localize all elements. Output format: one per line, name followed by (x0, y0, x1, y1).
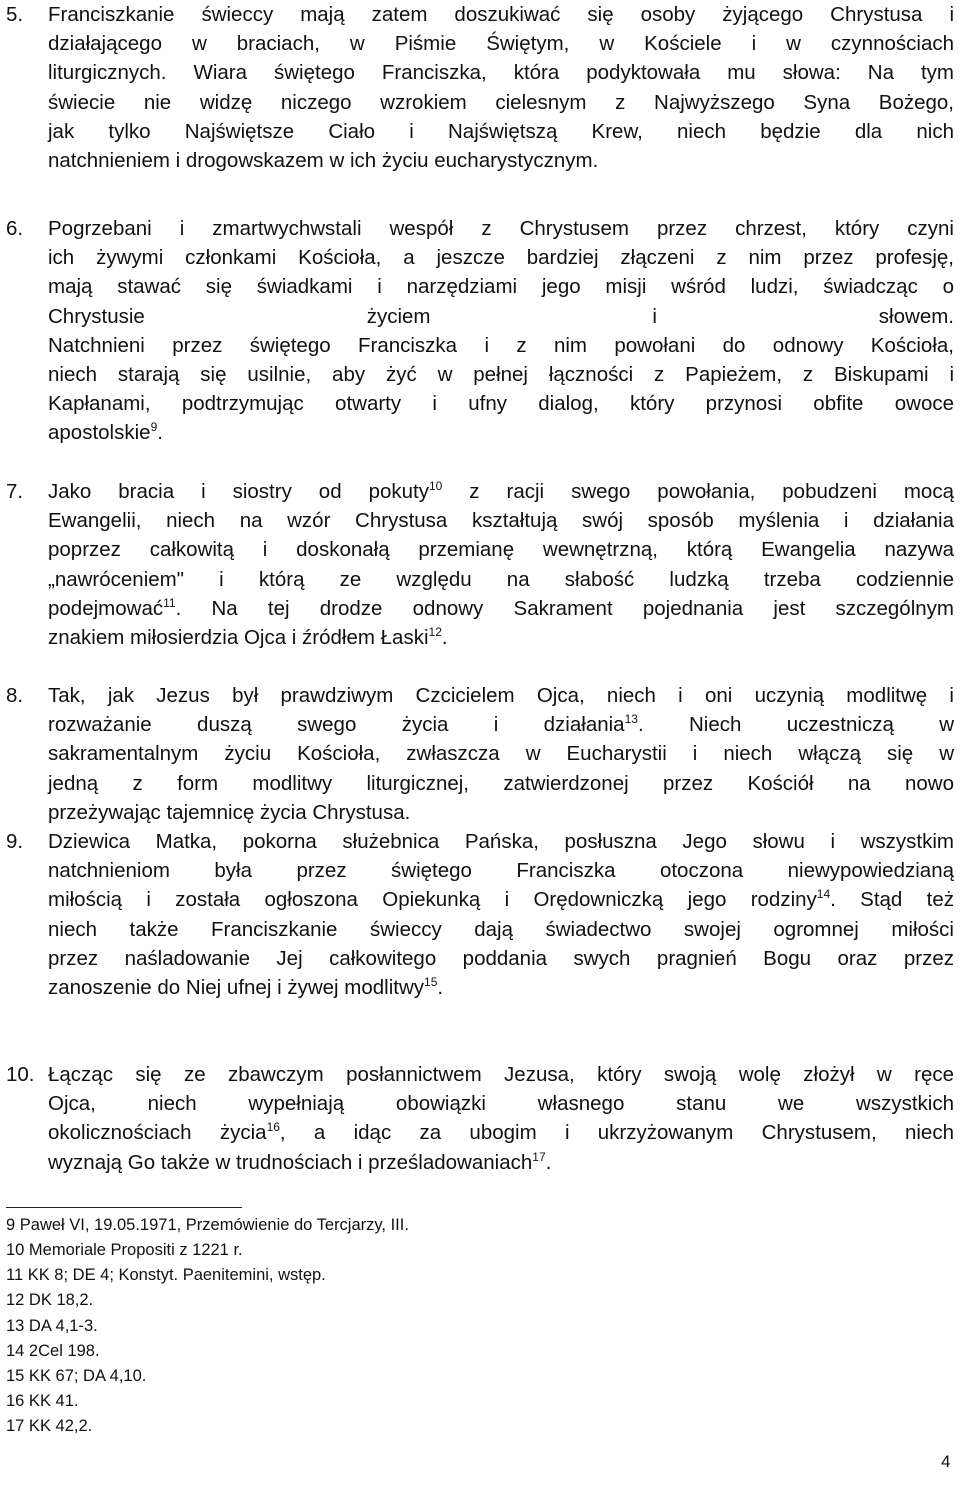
footnote-ref: 12 (428, 624, 442, 639)
text-run: Chrystusie życiem i słowem. (48, 304, 954, 328)
text-run: okolicznościach życia (48, 1121, 267, 1145)
footnote-ref: 14 (816, 887, 831, 902)
text-line (48, 58, 954, 87)
text-line (48, 739, 954, 768)
text-run: ich żywymi członkami Kościoła, a jeszcze bardziej złączeni z nim przez profesję, (48, 246, 954, 270)
footnote-ref: 9 (150, 420, 158, 435)
text-run: poprzez całkowitą i doskonałą przemianę wewnętrzną, którą Ewangelia nazywa (48, 538, 954, 562)
text-line (48, 681, 954, 710)
text-run: Łącząc się ze zbawczym posłannictwem Jezusa, który swoją wolę złożył w ręce (48, 1063, 954, 1086)
text-run: . Niech uczestniczą w (637, 713, 954, 737)
footnote-ref: 15 (424, 974, 438, 989)
text-line (48, 389, 954, 418)
text-line (48, 565, 954, 594)
paragraph-number: 8. (6, 684, 24, 707)
text-line (48, 117, 954, 146)
footnote: 16 KK 41. (6, 1392, 79, 1410)
numbered-paragraph (6, 214, 954, 448)
text-line (48, 594, 954, 623)
text-run: Franciszkanie świeccy mają zatem doszukiwać się osoby żyjącego Chrystusa i (48, 3, 954, 26)
text-line (48, 0, 954, 29)
footnote-ref: 13 (624, 712, 638, 727)
footnote: 12 DK 18,2. (6, 1291, 94, 1309)
text-run: przeżywając tajemnicę życia Chrystusa. (48, 800, 411, 824)
text-line (48, 944, 954, 973)
numbered-paragraph (6, 0, 954, 175)
numbered-paragraph (6, 477, 954, 652)
text-run: Tak, jak Jezus był prawdziwym Czcicielem Ojca, niech i oni uczynią modlitwę i (48, 684, 954, 707)
footnote: 17 KK 42,2. (6, 1417, 93, 1435)
text-line (48, 623, 954, 652)
paragraph-number: 9. (6, 830, 24, 853)
text-line (48, 973, 954, 1002)
text-line (48, 272, 954, 301)
text-line (48, 214, 954, 243)
text-run: mają stawać się świadkami i narzędziami jego misji wśród ludzi, świadcząc o (48, 275, 954, 299)
footnote: 10 Memoriale Propositi z 1221 r. (6, 1241, 243, 1259)
text-run: liturgicznych. Wiara świętego Franciszka, która podyktowała mu słowa: Na tym (48, 61, 954, 85)
text-run: wyznają Go także w trudnościach i prześladowaniach (48, 1150, 533, 1174)
text-run: , a idąc za ubogim i ukrzyżowanym Chrystusem, niech (279, 1121, 954, 1145)
text-line (48, 915, 954, 944)
text-run: działającego w braciach, w Piśmie Świętym, w Kościele i w czynnościach (48, 32, 954, 56)
text-run: podejmować (48, 596, 164, 620)
text-line (48, 360, 954, 389)
text-line (48, 1060, 954, 1089)
text-run: „nawróceniem" i którą ze względu na słabość ludzką trzeba codziennie (48, 567, 954, 591)
footnote-ref: 16 (266, 1120, 280, 1135)
text-line (48, 1148, 954, 1177)
text-line (48, 418, 954, 447)
text-line (48, 88, 954, 117)
text-run: . (157, 421, 163, 445)
text-run: jedną z form modlitwy liturgicznej, zatwierdzonej przez Kościół na nowo (48, 771, 954, 795)
text-line (48, 710, 954, 739)
text-line (48, 506, 954, 535)
footnote: 11 KK 8; DE 4; Konstyt. Paenitemini, wstęp. (6, 1266, 326, 1284)
text-line (48, 798, 954, 827)
text-run: . (441, 625, 448, 649)
footnote-ref: 11 (163, 595, 176, 610)
text-line (48, 1118, 954, 1147)
text-run: rozważanie duszą swego życia i działania (48, 713, 625, 737)
text-run: . Stąd też (830, 888, 954, 912)
text-line (48, 331, 954, 360)
text-run: Kapłanami, podtrzymując otwarty i ufny dialog, który przynosi obfite owoce (48, 392, 954, 416)
footnote: 14 2Cel 198. (6, 1342, 100, 1360)
text-run: przez naśladowanie Jej całkowitego poddania swych pragnień Bogu oraz przez (48, 946, 954, 970)
text-run: Jako bracia i siostry od pokuty (48, 480, 429, 503)
text-run: świecie nie widzę niczego wzrokiem cielesnym z Najwyższego Syna Bożego, (48, 90, 954, 114)
footnote: 13 DA 4,1-3. (6, 1317, 98, 1335)
text-line (48, 769, 954, 798)
text-run: niech także Franciszkanie świeccy dają świadectwo swojej ogromnej miłości (48, 917, 954, 941)
text-run: . (545, 1150, 552, 1174)
numbered-paragraph (6, 681, 954, 827)
text-line (48, 856, 954, 885)
text-line (48, 827, 954, 856)
paragraph-number: 6. (6, 217, 24, 240)
footnote-ref: 10 (428, 479, 443, 493)
text-run: miłością i została ogłoszona Opiekunką i Orędowniczką jego rodziny (48, 888, 817, 912)
text-run: natchnieniem i drogowskazem w ich życiu eucharystycznym. (48, 148, 599, 172)
text-run: apostolskie (48, 421, 151, 445)
footnote: 15 KK 67; DA 4,10. (6, 1367, 147, 1385)
text-line (48, 146, 954, 175)
text-run: z racji swego powołania, pobudzeni mocą (442, 480, 954, 503)
numbered-paragraph (6, 827, 954, 1002)
text-line (48, 243, 954, 272)
text-run: sakramentalnym życiu Kościoła, zwłaszcza w Eucharystii i niech włączą się w (48, 742, 954, 766)
footnote: 9 Paweł VI, 19.05.1971, Przemówienie do Tercjarzy, III. (6, 1216, 409, 1234)
text-line (48, 1089, 954, 1118)
paragraph-number: 7. (6, 480, 24, 503)
text-run: . (437, 975, 444, 999)
footnote-ref: 17 (532, 1149, 546, 1164)
text-run: Ojca, niech wypełniają obowiązki własnego stanu we wszystkich (48, 1092, 954, 1116)
text-run: Ewangelii, niech na wzór Chrystusa kształtują swój sposób myślenia i działania (48, 509, 954, 533)
paragraph-number: 10. (6, 1063, 35, 1086)
text-run: . Na tej drodze odnowy Sakrament pojednania jest szczególnym (175, 596, 954, 620)
text-run: niech starają się usilnie, aby żyć w pełnej łączności z Papieżem, z Biskupami i (48, 362, 954, 386)
text-line (48, 29, 954, 58)
text-run: Dziewica Matka, pokorna służebnica Pańska, posłuszna Jego słowu i wszystkim (48, 830, 954, 853)
footnote-separator (6, 1207, 242, 1208)
text-run: Natchnieni przez świętego Franciszka i z nim powołani do odnowy Kościoła, (48, 333, 954, 357)
numbered-paragraph (6, 1060, 954, 1177)
text-run: zanoszenie do Niej ufnej i żywej modlitwy (48, 975, 425, 999)
text-run: jak tylko Najświętsze Ciało i Najświętszą Krew, niech będzie dla nich (48, 119, 954, 143)
text-line (48, 535, 954, 564)
paragraph-number: 5. (6, 3, 24, 26)
text-line (48, 302, 954, 331)
text-line (48, 477, 954, 506)
text-run: natchnieniom była przez świętego Franciszka otoczona niewypowiedzianą (48, 859, 954, 883)
text-run: Pogrzebani i zmartwychwstali wespół z Chrystusem przez chrzest, który czyni (48, 217, 954, 240)
text-line (48, 885, 954, 914)
page-number: 4 (941, 1452, 951, 1471)
text-run: znakiem miłosierdzia Ojca i źródłem Łaski (48, 625, 429, 649)
